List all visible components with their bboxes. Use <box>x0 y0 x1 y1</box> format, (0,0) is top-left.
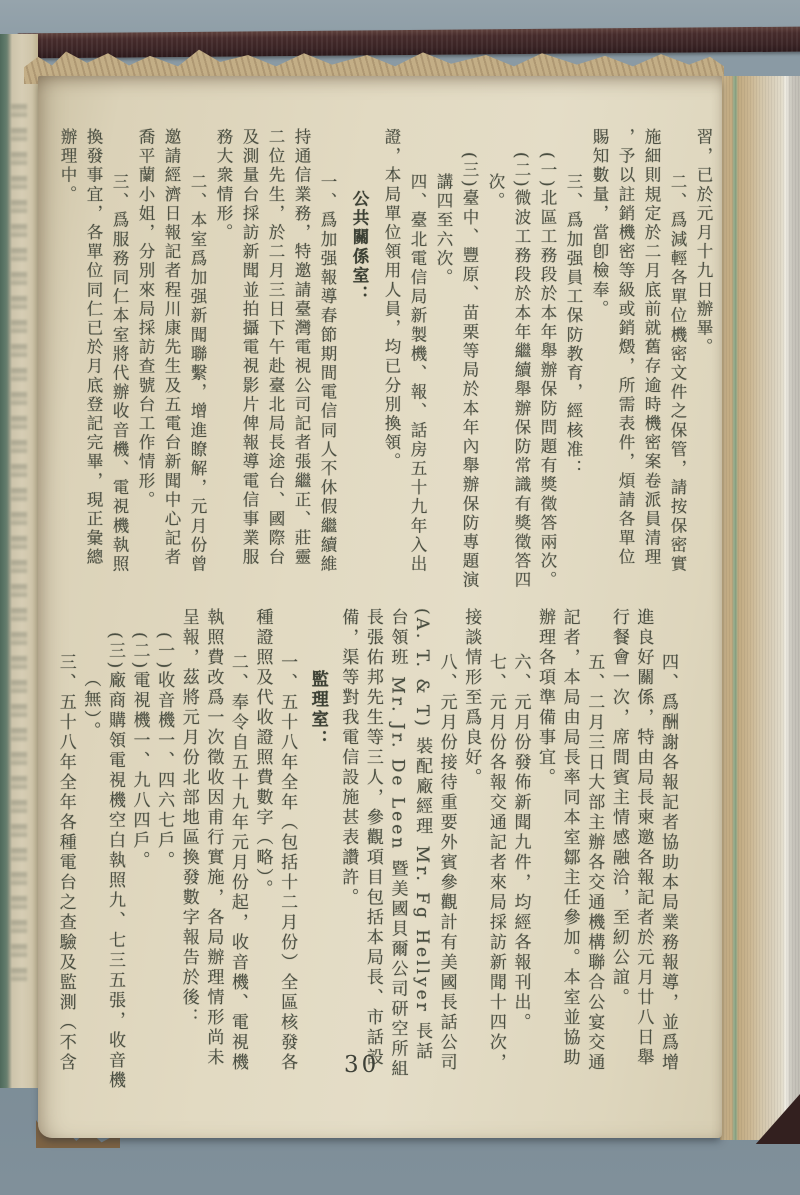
text-column: (三)臺中、豐原、苗栗等局於本年內舉辦保防專題演 <box>460 152 479 591</box>
text-column: 執照費改爲一次徵收因甫行實施，各局辦理情形尚未 <box>203 608 224 1068</box>
text-column: 四、爲酬謝各報記者協助本局業務報導，並爲增 <box>658 653 678 1073</box>
text-column: 三、爲加强員工保防教育，經核准： <box>564 173 583 479</box>
text-column: 三、五十八年全年各種電台之查驗及監測（不含 <box>55 653 76 1073</box>
text-column: ，予以註銷機密等級或銷燬，所需表件，煩請各單位 <box>616 128 635 568</box>
text-column: (二)電視機一、九八四戶。 <box>129 632 150 872</box>
text-column: 二、本室爲加强新聞聯繫，增進瞭解，元月份曾 <box>188 173 207 575</box>
text-column: 施細則規定於二月底前就舊存逾時機密案卷派員清理 <box>642 128 661 568</box>
text-column: 務大衆情形。 <box>214 128 233 243</box>
text-column: 五、二月三日大部主辦各交通機構聯合公宴交通 <box>584 653 605 1073</box>
text-column: 七、元月份各報交通記者來局採訪新聞十四次， <box>485 653 506 1073</box>
text-column: 辦理各項準備事宜。 <box>535 608 556 788</box>
text-column: 及測量台採訪新聞並拍攝電視影片俾報導電信事業服 <box>240 128 259 568</box>
text-column: 講四至六次。 <box>434 173 453 288</box>
text-column: 進良好關係，特由局長柬邀各報記者於元月廿八日舉 <box>633 608 654 1068</box>
text-column: (A. T. & T) 裝配廠經理 Mr. Fg Hellyer 長話 <box>412 608 433 1063</box>
text-column: (一)收音機一、四六七戶。 <box>154 632 175 872</box>
page-number: 30 <box>344 1052 380 1078</box>
text-column: (三)廠商購領電視機空白執照九、七三五張，收音機 <box>104 632 125 1092</box>
text-column: 長張佑邦先生等三人，參觀項目包括本局長、市話設 <box>362 608 383 1068</box>
text-column: 六、元月份發佈新聞九件，均經各報刊出。 <box>510 653 531 1033</box>
text-column: 喬平蘭小姐，分別來局採訪查號台工作情形。 <box>136 128 155 510</box>
book-page <box>38 76 722 1138</box>
text-column: 記者，本局由局長率同本室鄒主任參加。本室並協助 <box>559 608 580 1068</box>
text-column: 證，本局單位領用人員，均已分別換領。 <box>382 128 401 472</box>
text-column: 一、爲加强報導春節期間電信同人不休假繼續維 <box>318 173 337 575</box>
fore-edge-page-stack <box>720 76 800 1140</box>
text-column: 三、爲服務同仁本室將代辦收音機、電視機執照 <box>110 173 129 575</box>
section-heading: 監理室： <box>307 670 328 750</box>
text-column: 持通信業務，特邀請臺灣電視公司記者張繼正、莊靈 <box>292 128 311 568</box>
text-column: 二位先生，於二月三日下午赴臺北局長途台、國際台 <box>266 128 285 568</box>
showthrough-text <box>11 104 27 984</box>
text-column: 台領班 Mr. Jr. De Leen 暨美國貝爾公司研空所組 <box>387 608 408 1080</box>
text-column: 種證照及代收證照費數字（略）。 <box>252 608 273 900</box>
text-column: 辦理中。 <box>58 128 77 205</box>
text-column: （無）。 <box>80 670 101 742</box>
text-column: 二、奉令自五十九年元月份起，收音機、電視機 <box>227 653 248 1073</box>
text-column: 次。 <box>486 173 505 212</box>
text-column: 二、爲減輕各單位機密文件之保管，請按保密實 <box>668 173 687 575</box>
text-column: 行餐會一次，席間賓主情感融洽，至紉公誼。 <box>608 608 629 1008</box>
text-column: 八、元月份接待重要外賓參觀計有美國長話公司 <box>436 653 457 1073</box>
text-column: 呈報，茲將元月份北部地區換發數字報告於後： <box>178 608 199 1028</box>
text-column: 一、五十八年全年（包括十二月份）全區核發各 <box>277 653 298 1073</box>
text-column: 四、臺北電信局新製機、報、話房五十九年入出 <box>408 173 427 575</box>
text-block-bottom <box>53 608 680 1092</box>
text-block-top <box>54 128 716 594</box>
text-column: 習，已於元月十九日辦畢。 <box>694 128 713 358</box>
text-column: 邀請經濟日報記者程川康先生及五電台新聞中心記者 <box>162 128 181 568</box>
section-heading: 公共關係室： <box>350 190 369 305</box>
text-column: 備，渠等對我電信設施甚表讚許。 <box>338 608 359 908</box>
text-column: 換發事宜，各單位同仁已於月底登記完畢，現正彙總 <box>84 128 103 568</box>
left-page-stack <box>0 34 38 1088</box>
text-column: 賜知數量，當卽檢奉。 <box>590 128 609 319</box>
text-column: (一)北區工務段於本年舉辦保防問題有獎徵答兩次。 <box>538 152 557 591</box>
text-column: (二)微波工務段於本年繼續舉辦保防常識有獎徵答四 <box>512 152 531 591</box>
text-column: 接談情形至爲良好。 <box>461 608 482 788</box>
